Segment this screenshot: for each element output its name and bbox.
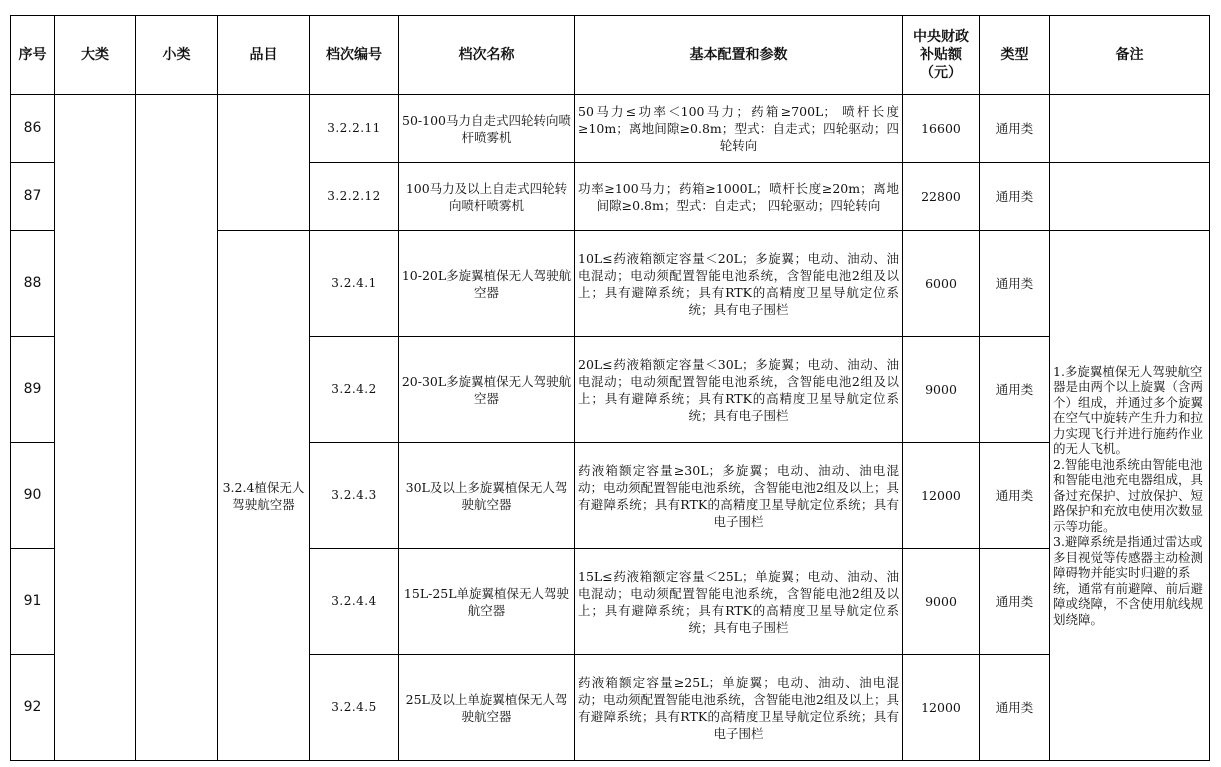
cell-seq: 87 bbox=[11, 163, 55, 231]
cell-remarks-note bbox=[1050, 231, 1210, 761]
cell-seq: 86 bbox=[11, 95, 55, 163]
cell-item-group: 3.2.4植保无人驾驶航空器 bbox=[218, 231, 310, 761]
header-type: 类型 bbox=[980, 16, 1050, 95]
remarks-note-3: 3.避障系统是指通过雷达或多目视觉等传感器主动检测障碍物并能实时归避的系统，通常有前避障、前后避障或绕障，不含使用航线规划绕障。 bbox=[1053, 534, 1204, 627]
cell-code: 3.2.4.2 bbox=[310, 337, 399, 443]
cell-name: 100马力及以上自走式四轮转向喷杆喷雾机 bbox=[399, 163, 575, 231]
cell-code: 3.2.4.5 bbox=[310, 655, 399, 761]
cell-config: 10L≤药液箱额定容量＜20L；多旋翼；电动、油动、油电混动；电动须配置智能电池系统，含智能电池2组及以上；具有避障系统；具有RTK的高精度卫星导航定位系统；具有电子围栏 bbox=[575, 231, 903, 337]
header-subsidy: 中央财政补贴额（元） bbox=[903, 16, 980, 95]
cell-config: 15L≤药液箱额定容量＜25L；单旋翼；电动、油动、油电混动；电动须配置智能电池系统，含智能电池2组及以上；具有避障系统；具有RTK的高精度卫星导航定位系统；具有电子围栏 bbox=[575, 549, 903, 655]
cell-subsidy: 16600 bbox=[903, 95, 980, 163]
cell-subsidy: 9000 bbox=[903, 337, 980, 443]
header-item: 品目 bbox=[218, 16, 310, 95]
cell-type: 通用类 bbox=[980, 655, 1050, 761]
cell-name: 10-20L多旋翼植保无人驾驶航空器 bbox=[399, 231, 575, 337]
table-row bbox=[11, 95, 1210, 163]
cell-seq: 91 bbox=[11, 549, 55, 655]
cell-remarks-empty bbox=[1050, 163, 1210, 231]
cell-config: 药液箱额定容量≥30L；多旋翼；电动、油动、油电混动；电动须配置智能电池系统，含智能电池2组及以上；具有避障系统；具有RTK的高精度卫星导航定位系统；具有电子围栏 bbox=[575, 443, 903, 549]
cell-subsidy: 12000 bbox=[903, 443, 980, 549]
cell-subsidy: 9000 bbox=[903, 549, 980, 655]
header-config: 基本配置和参数 bbox=[575, 16, 903, 95]
cell-subsidy: 12000 bbox=[903, 655, 980, 761]
cell-type: 通用类 bbox=[980, 231, 1050, 337]
header-grade-name: 档次名称 bbox=[399, 16, 575, 95]
cell-code: 3.2.4.3 bbox=[310, 443, 399, 549]
cell-subsidy: 6000 bbox=[903, 231, 980, 337]
header-row bbox=[11, 16, 1210, 95]
cell-code: 3.2.4.1 bbox=[310, 231, 399, 337]
cell-seq: 90 bbox=[11, 443, 55, 549]
header-grade-code: 档次编号 bbox=[310, 16, 399, 95]
cell-name: 25L及以上单旋翼植保无人驾驶航空器 bbox=[399, 655, 575, 761]
cell-seq: 92 bbox=[11, 655, 55, 761]
cell-seq: 89 bbox=[11, 337, 55, 443]
cell-code: 3.2.2.12 bbox=[310, 163, 399, 231]
cell-name: 30L及以上多旋翼植保无人驾驶航空器 bbox=[399, 443, 575, 549]
cell-name: 20-30L多旋翼植保无人驾驶航空器 bbox=[399, 337, 575, 443]
cell-category-merged bbox=[55, 95, 136, 761]
remarks-note-2: 2.智能电池系统由智能电池和智能电池充电器组成，具备过充保护、过放保护、短路保护和充放电使用次数显示等功能。 bbox=[1053, 456, 1204, 534]
header-category: 大类 bbox=[55, 16, 136, 95]
cell-item-empty bbox=[218, 95, 310, 231]
cell-type: 通用类 bbox=[980, 163, 1050, 231]
cell-subsidy: 22800 bbox=[903, 163, 980, 231]
cell-type: 通用类 bbox=[980, 95, 1050, 163]
remarks-note-1: 1.多旋翼植保无人驾驶航空器是由两个以上旋翼（含两个）组成，并通过多个旋翼在空气中旋转产生升力和拉力实现飞行并进行施药作业的无人飞机。 bbox=[1053, 363, 1204, 457]
header-subcategory: 小类 bbox=[136, 16, 218, 95]
cell-type: 通用类 bbox=[980, 337, 1050, 443]
cell-seq: 88 bbox=[11, 231, 55, 337]
cell-subcategory-merged bbox=[136, 95, 218, 761]
cell-config: 20L≤药液箱额定容量＜30L；多旋翼；电动、油动、油电混动；电动须配置智能电池系统，含智能电池2组及以上；具有避障系统；具有RTK的高精度卫星导航定位系统；具有电子围栏 bbox=[575, 337, 903, 443]
cell-code: 3.2.4.4 bbox=[310, 549, 399, 655]
header-remarks: 备注 bbox=[1050, 16, 1210, 95]
cell-type: 通用类 bbox=[980, 443, 1050, 549]
cell-config: 50马力≤功率＜100马力；药箱≥700L； 喷杆长度≥10m；离地间隙≥0.8m；型式：自走式；四轮驱动；四轮转向 bbox=[575, 95, 903, 163]
header-seq: 序号 bbox=[11, 16, 55, 95]
cell-remarks-empty bbox=[1050, 95, 1210, 163]
subsidy-table bbox=[10, 15, 1210, 761]
cell-name: 15L-25L单旋翼植保无人驾驶航空器 bbox=[399, 549, 575, 655]
cell-name: 50-100马力自走式四轮转向喷杆喷雾机 bbox=[399, 95, 575, 163]
cell-type: 通用类 bbox=[980, 549, 1050, 655]
cell-config: 功率≥100马力；药箱≥1000L；喷杆长度≥20m；离地间隙≥0.8m；型式：自走式； 四轮驱动；四轮转向 bbox=[575, 163, 903, 231]
cell-code: 3.2.2.11 bbox=[310, 95, 399, 163]
cell-config: 药液箱额定容量≥25L；单旋翼；电动、油动、油电混动；电动须配置智能电池系统，含智能电池2组及以上；具有避障系统；具有RTK的高精度卫星导航定位系统；具有电子围栏 bbox=[575, 655, 903, 761]
